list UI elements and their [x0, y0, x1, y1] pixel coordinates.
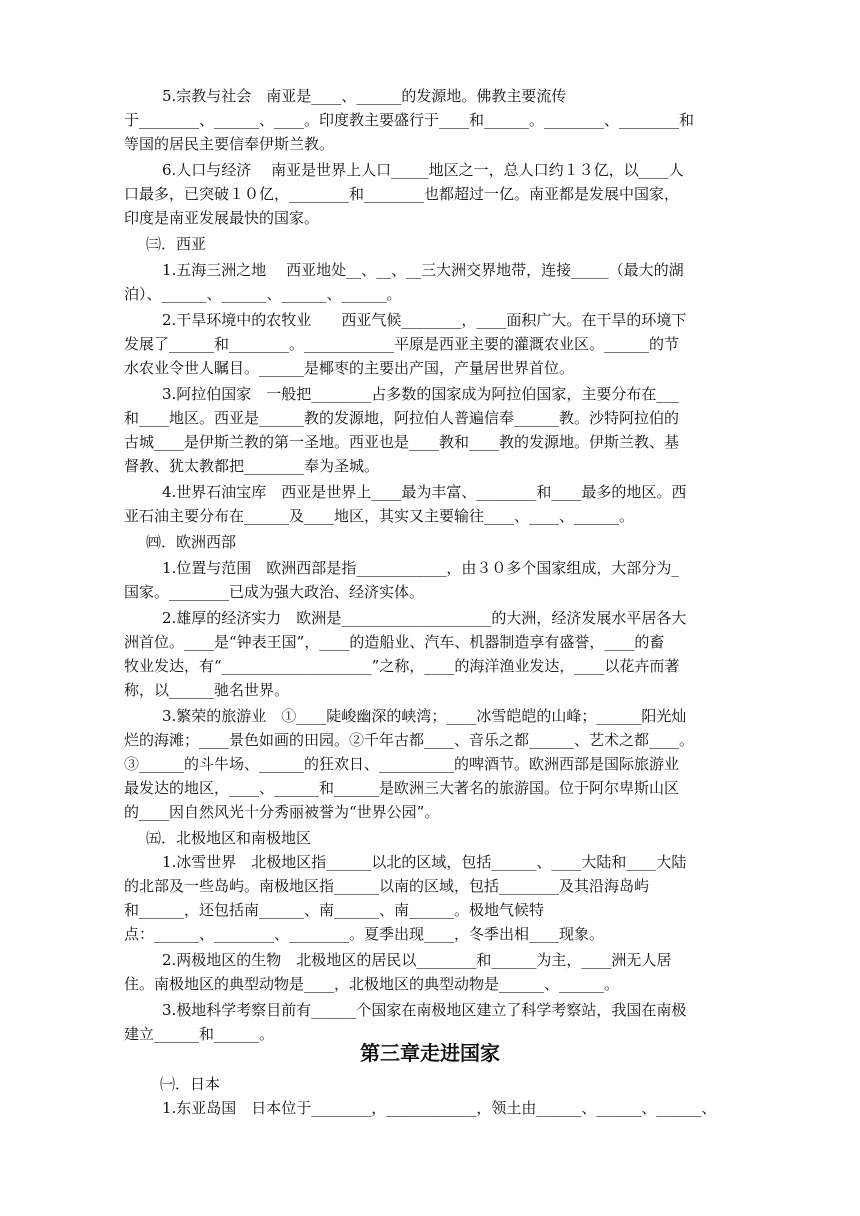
text-line: 6.人口与经济 南亚是世界上人口_____地区之一，总人口约１３亿，以____人 — [162, 161, 684, 179]
text-line: 3.极地科学考察目前有______个国家在南极地区建立了科学考察站，我国在南极 — [162, 1001, 687, 1019]
text-line: 印度是南亚发展最快的国家。 — [124, 209, 320, 227]
text-line: 3.繁荣的旅游业 ①____陡峻幽深的峡湾；____冰雪皑皑的山峰；______阳光灿 — [162, 707, 687, 725]
text-line: 牧业发达，有“____________________”之称，____的海洋渔业发达，____以花卉而著 — [124, 657, 680, 675]
text-line: 等国的居民主要信奉伊斯兰教。 — [124, 135, 335, 153]
text-line: 1.位置与范围 欧洲西部是指____________，由３０多个国家组成，大部分为_ — [162, 559, 679, 577]
text-line: 4.世界石油宝库 西亚是世界上____最为丰富、________和____最多的地区。西 — [162, 483, 687, 501]
text-line: 和____地区。西亚是______教的发源地，阿拉伯人普遍信奉______教。沙特阿拉伯的 — [124, 409, 680, 427]
text-line: 最发达的地区，____、______和______是欧洲三大著名的旅游国。位于阿尔卑斯山区 — [124, 779, 680, 797]
text-line: 1.五海三洲之地 西亚地处__、__、__三大洲交界地带，连接_____（最大的湖 — [162, 261, 684, 279]
text-line: 古城____是伊斯兰教的第一圣地。西亚也是____教和____教的发源地。伊斯兰教、基 — [124, 433, 680, 451]
text-line: 2.两极地区的生物 北极地区的居民以________和______为主，____洲无人居 — [162, 951, 672, 969]
chapter-title: 第三章走进国家 — [360, 1041, 500, 1065]
text-line: 洲首位。____是“钟表王国”，____的造船业、汽车、机器制造享有盛誉，____的畜 — [124, 633, 665, 651]
text-line: ㈢．西亚 — [146, 235, 207, 253]
text-line: 1.东亚岛国 日本位于________，____________，领土由______、______、______、 — [162, 1099, 717, 1117]
text-line: 国家。________已成为强大政治、经济实体。 — [124, 583, 425, 601]
text-line: 建立______和______。 — [124, 1025, 275, 1043]
text-line: 督教、犹太教都把________奉为圣城。 — [124, 457, 380, 475]
text-line: 于________、______、____。印度教主要盛行于____和______。________、________和 — [124, 111, 695, 129]
text-line: 5.宗教与社会 南亚是____、______的发源地。佛教主要流传 — [162, 87, 567, 105]
text-line: 的北部及一些岛屿。南极地区指______以南的区域，包括________及其沿海岛屿 — [124, 877, 650, 895]
text-line: 点：______、________、________。夏季出现____，冬季出相____现象。 — [124, 925, 605, 943]
text-line: 的____因自然风光十分秀丽被誉为“世界公园”。 — [124, 803, 440, 821]
text-line: ㈣．欧洲西部 — [146, 533, 237, 551]
text-line: ㈠．日本 — [160, 1075, 221, 1093]
text-line: 2.雄厚的经济实力 欧洲是____________________的大洲，经济发展水平居各大 — [162, 609, 687, 627]
text-line: ③______的斗牛场、______的狂欢日、__________的啤酒节。欧洲西部是国际旅游业 — [124, 755, 680, 773]
text-line: 发展了______和________。____________平原是西亚主要的灌溉农业区。______的节 — [124, 335, 680, 353]
text-line: 水农业令世人瞩目。______是椰枣的主要出产国，产量居世界首位。 — [124, 359, 575, 377]
text-line: 住。南极地区的典型动物是____，北极地区的典型动物是______、______。 — [124, 975, 620, 993]
text-line: 泊）、______、______、______、______。 — [124, 285, 402, 303]
text-line: 称，以______驰名世界。 — [124, 681, 290, 699]
text-line: 烂的海滩；____景色如画的田园。②千年古都____、音乐之都______、艺术之都____。 — [124, 731, 695, 749]
text-line: 1.冰雪世界 北极地区指______以北的区域，包括______、____大陆和____大陆 — [162, 853, 687, 871]
text-line: 2.干旱环境中的农牧业 西亚气候________，____面积广大。在干旱的环境下 — [162, 311, 687, 329]
text-line: 和______，还包括南______、南______、南______。极地气候特 — [124, 901, 545, 919]
text-line: 3.阿拉伯国家 一般把________占多数的国家成为阿拉伯国家，主要分布在___ — [162, 385, 679, 403]
text-line: ㈤．北极地区和南极地区 — [146, 829, 312, 847]
text-line: 口最多，已突破１０亿，________和________也都超过一亿。南亚都是发展中国家， — [124, 185, 680, 203]
text-line: 亚石油主要分布在______及____地区，其实又主要输往____、____、______。 — [124, 507, 635, 525]
